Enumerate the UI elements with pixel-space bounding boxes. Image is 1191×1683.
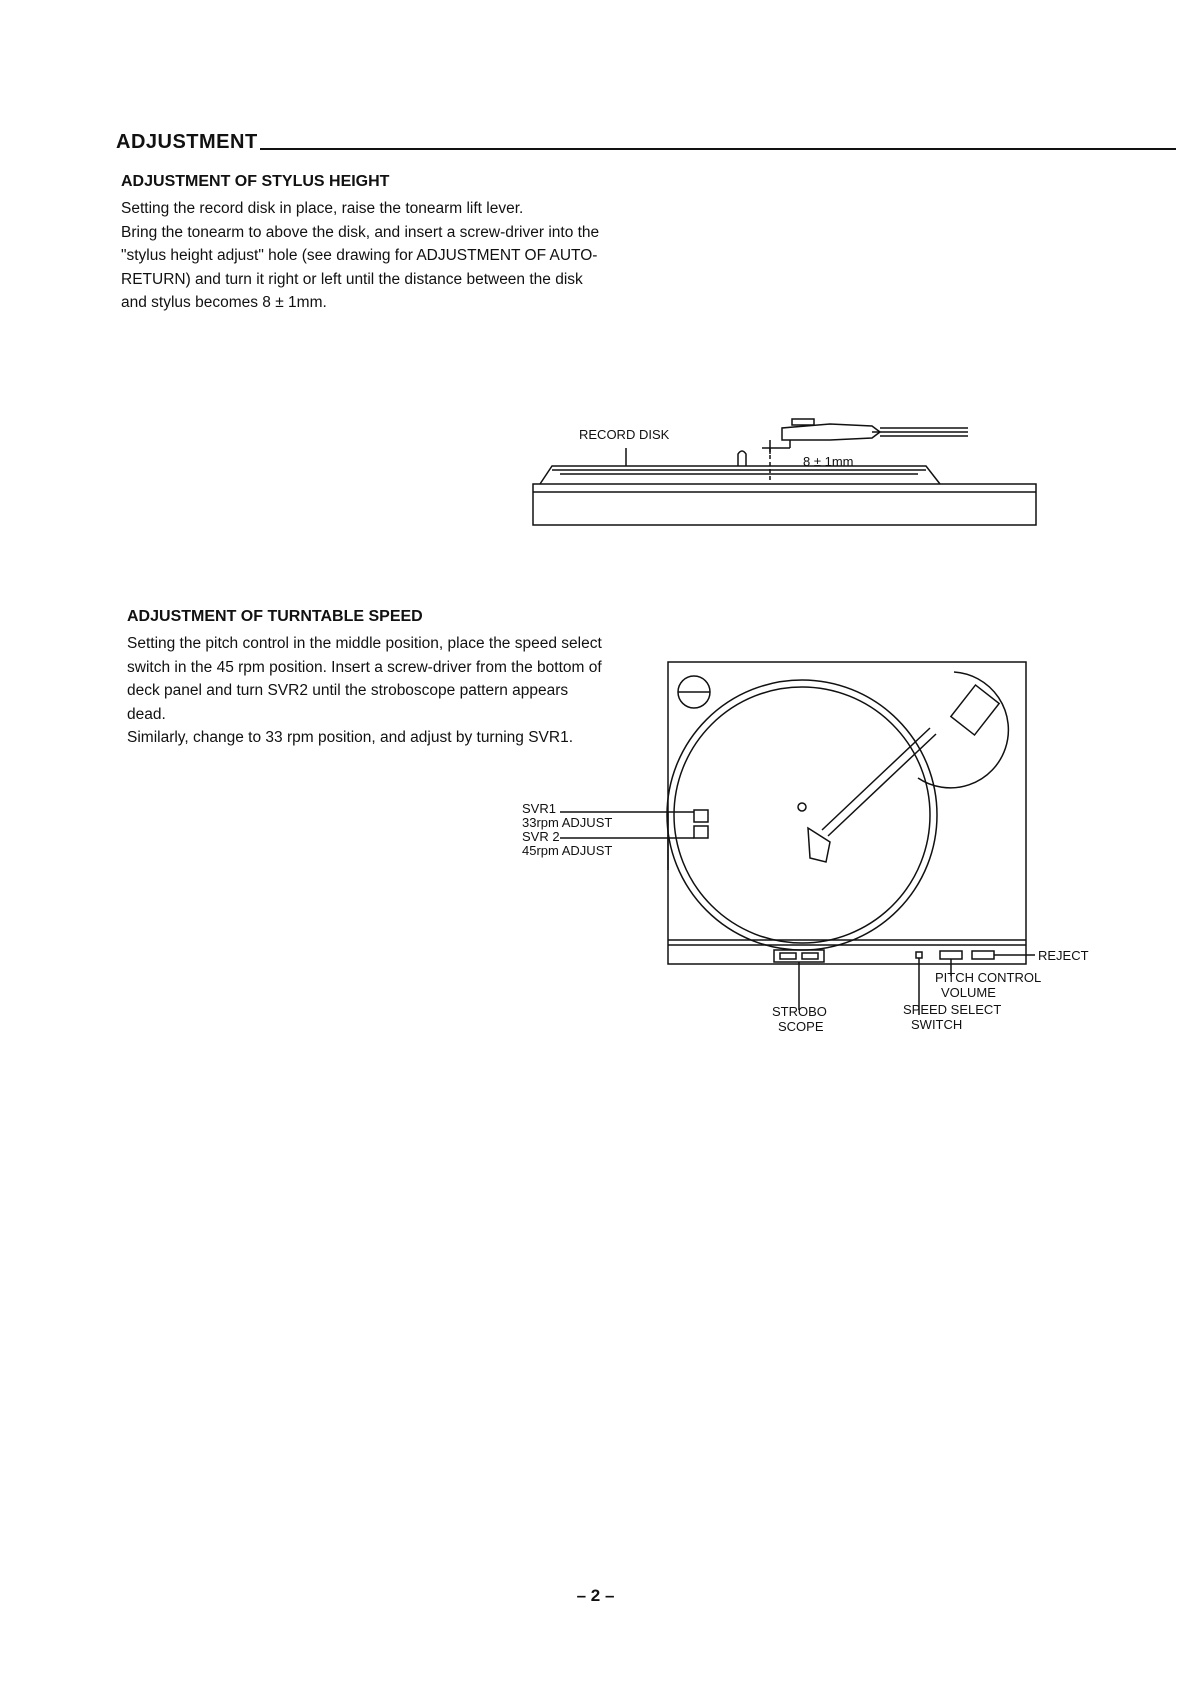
turntable-speed-paragraph-2: Similarly, change to 33 rpm position, and adjust by turning SVR1. — [127, 729, 574, 746]
stylus-height-paragraph-1: Setting the record disk in place, raise the tonearm lift lever. — [121, 200, 524, 217]
svr1-desc-label: 33rpm ADJUST — [522, 815, 613, 830]
section-rule — [260, 148, 1176, 150]
section-header — [116, 131, 1176, 154]
pitch-control-label: PITCH CONTROL — [935, 970, 1042, 985]
speed-select-label: SPEED SELECT — [903, 1002, 1002, 1017]
pitch-control-volume-label: VOLUME — [941, 985, 996, 1000]
page-number: – 2 – — [576, 1586, 615, 1605]
strobo-label: STROBO — [772, 1004, 827, 1019]
turntable-speed-paragraph-1: Setting the pitch control in the middle position, place the speed select switch in the 45 rpm position. Insert a screw-driver from the bottom of deck panel and turn SVR2 until the stroboscope pattern appears dead. — [127, 635, 602, 723]
svr1-label: SVR1 — [522, 801, 556, 816]
turntable-speed-heading: ADJUSTMENT OF TURNTABLE SPEED — [127, 608, 423, 625]
stylus-height-text — [121, 197, 606, 315]
distance-label: 8 ± 1mm — [803, 454, 854, 469]
turntable-labels — [522, 801, 1089, 1034]
svr2-label: SVR 2 — [522, 829, 560, 844]
turntable-speed-text — [127, 632, 609, 750]
record-disk-label: RECORD DISK — [579, 427, 670, 442]
svr2-desc-label: 45rpm ADJUST — [522, 843, 613, 858]
turntable-top-view — [560, 662, 1035, 1015]
strobo-scope-label: SCOPE — [778, 1019, 824, 1034]
section-title: ADJUSTMENT — [116, 131, 258, 153]
turntable-side-view — [533, 419, 1036, 525]
stylus-height-paragraph-2: Bring the tonearm to above the disk, and insert a screw-driver into the "stylus height adjust" hole (see drawing for ADJUSTMENT OF AUTO-RETURN) and turn it right or left until the distance between the disk and stylus becomes 8 ± 1mm. — [121, 223, 600, 311]
speed-select-switch-label: SWITCH — [911, 1017, 963, 1032]
reject-label: REJECT — [1038, 948, 1089, 963]
stylus-height-heading: ADJUSTMENT OF STYLUS HEIGHT — [121, 173, 390, 190]
